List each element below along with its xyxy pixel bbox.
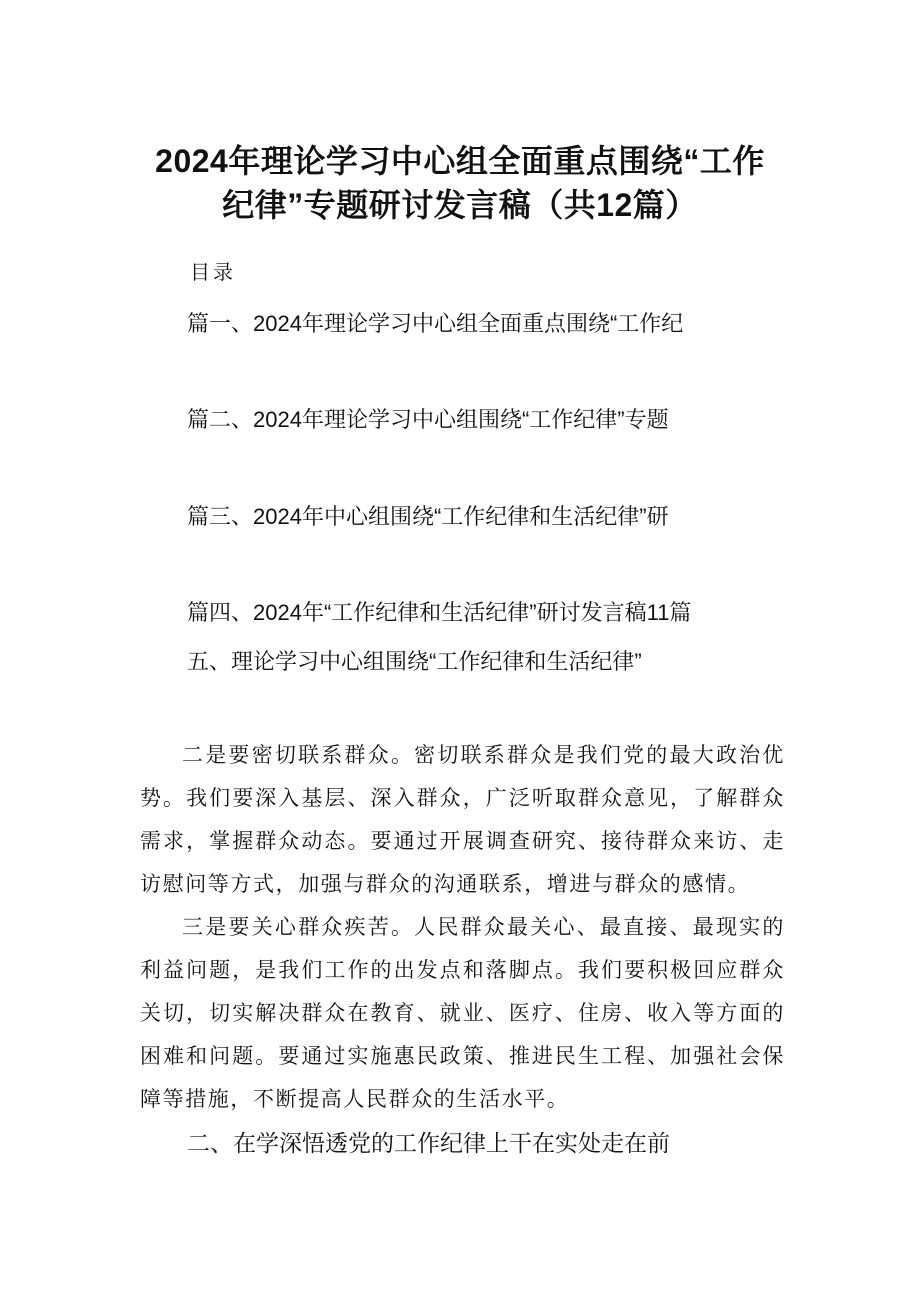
toc-item-2[interactable]: 篇二、2024年理论学习中心组围绕“工作纪律”专题 — [187, 407, 669, 432]
toc-item-3[interactable]: 篇三、2024年中心组围绕“工作纪律和生活纪律”研 — [187, 504, 669, 529]
document-title-line-1: 2024年理论学习中心组全面重点围绕“工作 — [155, 143, 765, 179]
body-paragraph-1: 二是要密切联系群众。密切联系群众是我们党的最大政治优势。我们要深入基层、深入群众，广泛听取群众意见，了解群众需求，掌握群众动态。要通过开展调查研究、接待群众来访、走访慰问等方式，加强与群众的沟通联系，增进与群众的感情。 — [140, 743, 785, 896]
section-heading: 二、在学深悟透党的工作纪律上干在实处走在前 — [187, 1130, 670, 1156]
toc-item-1[interactable]: 篇一、2024年理论学习中心组全面重点围绕“工作纪 — [187, 311, 684, 336]
toc-label: 目录 — [190, 262, 236, 284]
document-title-line-2: 纪律”专题研讨发言稿（共12篇） — [222, 187, 698, 223]
toc-item-5[interactable]: 五、理论学习中心组围绕“工作纪律和生活纪律” — [187, 649, 642, 674]
toc-item-4[interactable]: 篇四、2024年“工作纪律和生活纪律”研讨发言稿11篇 — [187, 600, 692, 625]
body-paragraph-2: 三是要关心群众疾苦。人民群众最关心、最直接、最现实的利益问题，是我们工作的出发点和落脚点。我们要积极回应群众关切，切实解决群众在教育、就业、医疗、住房、收入等方面的困难和问题。要通过实施惠民政策、推进民生工程、加强社会保障等措施，不断提高人民群众的生活水平。 — [140, 915, 785, 1111]
